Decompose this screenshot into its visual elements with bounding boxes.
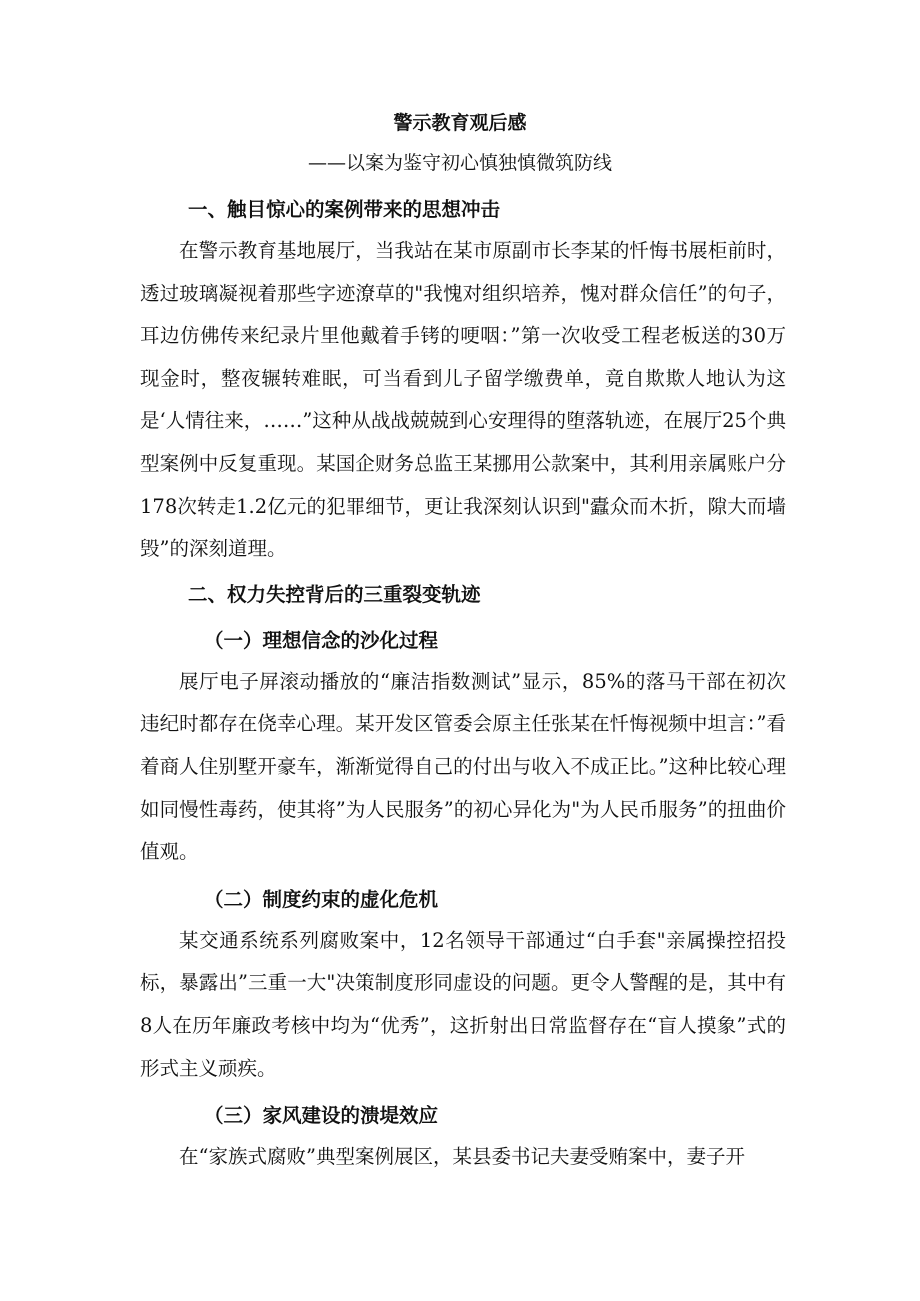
document-title: 警示教育观后感 (393, 112, 527, 134)
subsection-heading-3: （三）家风建设的溃堤效应 (204, 1104, 439, 1128)
section-heading-2: 二、权力失控背后的三重裂变轨迹 (188, 582, 481, 606)
paragraph: 在“家族式腐败”典型案例展区，某县委书记夫妻受贿案中，妻子开 (179, 1145, 745, 1169)
subsection-heading-2: （二）制度约束的虚化危机 (204, 887, 439, 911)
document-body (140, 190, 786, 1179)
section-heading-1: 一、触目惊心的案例带来的思想冲击 (188, 198, 501, 221)
paragraph: 某交通系统系列腐败案中，12名领导干部通过“白手套"亲属操控招投标，暴露出”三重一大"决策制度形同虚设的问题。更令人警醒的是，其中有8人在历年廉政考核中均为“优秀”，这折射出日常监督存在“盲人摸象”式的形式主义顽疾。 (140, 928, 786, 1080)
subsection-heading-1: （一）理想信念的沙化过程 (204, 628, 439, 652)
document-subtitle: ——以案为鉴守初心慎独慎微筑防线 (307, 152, 612, 174)
paragraph: 在警示教育基地展厅，当我站在某市原副市长李某的忏悔书展柜前时，透过玻璃凝视着那些字迹潦草的"我愧对组织培养，愧对群众信任”的句子，耳边仿佛传来纪录片里他戴着手铐的哽咽：”第一次收受工程老板送的30万现金时，整夜辗转难眠，可当看到儿子留学缴费单，竟自欺欺人地认为这是‘人情往来，……”这种从战战兢兢到心安理得的堕落轨迹，在展厅25个典型案例中反复重现。某国企财务总监王某挪用公款案中，其利用亲属账户分178次转走1.2亿元的犯罪细节，更让我深刻认识到"蠹众而木折，隙大而墙毁”的深刻道理。 (140, 239, 786, 561)
paragraph: 展厅电子屏滚动播放的“廉洁指数测试”显示，85%的落马干部在初次违纪时都存在侥幸心理。某开发区管委会原主任张某在忏悔视频中坦言：”看着商人住别墅开豪车，渐渐觉得自己的付出与收入不成正比。”这种比较心理如同慢性毒药，使其将”为人民服务”的初心异化为"为人民币服务”的扭曲价值观。 (140, 669, 786, 864)
